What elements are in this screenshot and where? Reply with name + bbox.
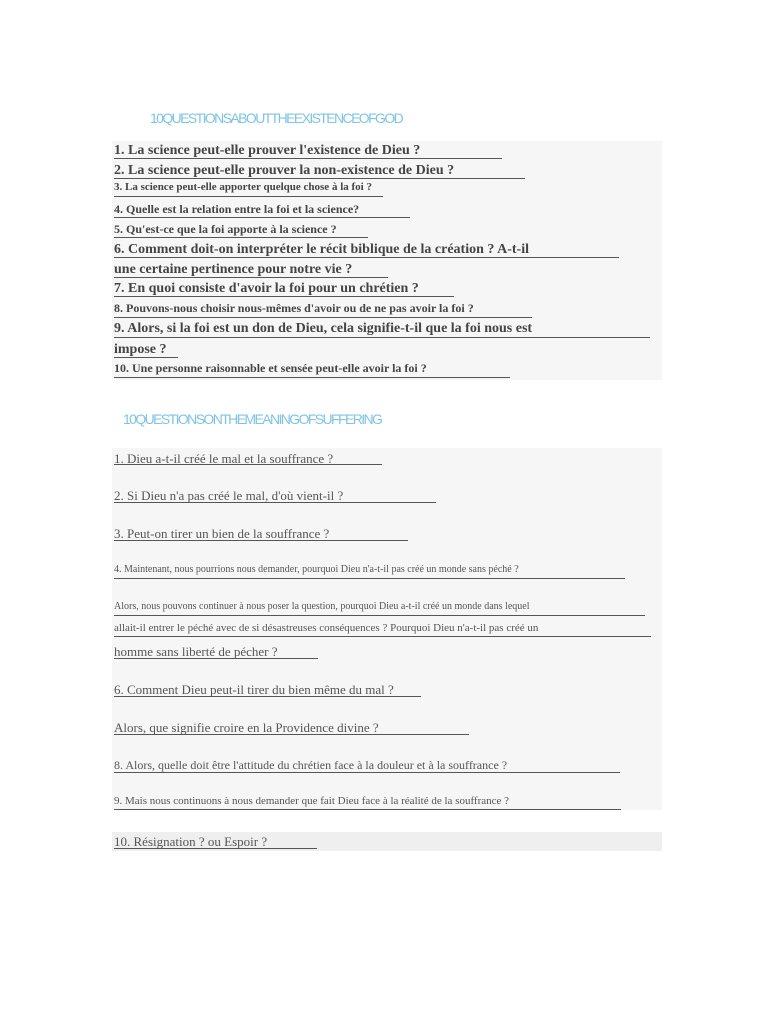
underline: [114, 464, 382, 465]
underline: [114, 178, 525, 179]
question-9: 9. Alors, si la foi est un don de Dieu, cela signifie-t-il que la foi nous est: [114, 321, 533, 336]
question-6: 6. Comment Dieu peut-il tirer du bien même du mal ?: [114, 682, 394, 697]
underline: [114, 772, 620, 773]
underline: [114, 540, 408, 541]
underline: [114, 502, 436, 503]
question-8: 8. Pouvons-nous choisir nous-mêmes d'avoir ou de ne pas avoir la foi ?: [114, 301, 474, 315]
underline: [114, 196, 383, 197]
question-6-continued: une certaine pertinence pour notre vie ?: [114, 262, 353, 277]
question-5: Alors, nous pouvons continuer à nous poser la question, pourquoi Dieu a-t-il créé un monde dans lequel: [114, 601, 530, 612]
underline: [114, 337, 650, 338]
underline: [114, 615, 645, 616]
question-2: 2. Si Dieu n'a pas créé le mal, d'où vient-il ?: [114, 488, 344, 503]
question-5-continued: allait-il entrer le péché avec de si désastreuses conséquences ? Pourquoi Dieu n'a-t-il pas créé un: [114, 622, 539, 634]
question-5-end: homme sans liberté de pécher ?: [114, 644, 278, 659]
question-7: 7. En quoi consiste d'avoir la foi pour un chrétien ?: [114, 281, 419, 296]
underline: [114, 658, 318, 659]
question-9-continued: impose ?: [114, 342, 167, 357]
question-3: 3. Peut-on tirer un bien de la souffrance ?: [114, 526, 330, 541]
question-4: 4. Maintenant, nous pourrions nous demander, pourquoi Dieu n'a-t-il pas créé un monde sans péché ?: [114, 564, 519, 575]
section2-question-10-bar: [112, 832, 662, 851]
underline: [114, 578, 625, 579]
underline: [114, 377, 510, 378]
underline: [114, 848, 317, 849]
question-7: Alors, que signifie croire en la Providence divine ?: [114, 720, 379, 735]
underline: [114, 277, 388, 278]
underline: [114, 317, 532, 318]
underline: [114, 257, 619, 258]
section1-title: 10QUESTIONSABOUTTHEEXISTENCEOFGOD: [150, 110, 403, 126]
question-3: 3. La science peut-elle apporter quelque chose à la foi ?: [114, 181, 372, 193]
question-9: 9. Mais nous continuons à nous demander que fait Dieu face à la réalité de la souffrance ?: [114, 795, 510, 807]
underline: [114, 296, 454, 297]
underline: [114, 809, 621, 810]
underline: [114, 217, 410, 218]
question-8: 8. Alors, quelle doit être l'attitude du chrétien face à la douleur et à la souffrance ?: [114, 758, 508, 772]
underline: [114, 158, 502, 159]
question-10: 10. Résignation ? ou Espoir ?: [114, 834, 268, 849]
question-6: 6. Comment doit-on interpréter le récit biblique de la création ? A-t-il: [114, 242, 529, 257]
underline: [114, 696, 421, 697]
question-1: 1. La science peut-elle prouver l'existence de Dieu ?: [114, 143, 421, 158]
question-1: 1. Dieu a-t-il créé le mal et la souffrance ?: [114, 451, 334, 466]
section2-title: 10QUESTIONSONTHEMEANINGOFSUFFERING: [123, 411, 382, 427]
underline: [114, 357, 178, 358]
question-4: 4. Quelle est la relation entre la foi et la science?: [114, 202, 360, 216]
question-2: 2. La science peut-elle prouver la non-existence de Dieu ?: [114, 163, 455, 178]
section2-box: [112, 448, 662, 810]
underline: [114, 734, 469, 735]
question-10: 10. Une personne raisonnable et sensée peut-elle avoir la foi ?: [114, 361, 427, 375]
section1-box: [112, 141, 662, 380]
question-5: 5. Qu'est-ce que la foi apporte à la science ?: [114, 222, 337, 236]
underline: [114, 636, 651, 637]
underline: [114, 237, 368, 238]
